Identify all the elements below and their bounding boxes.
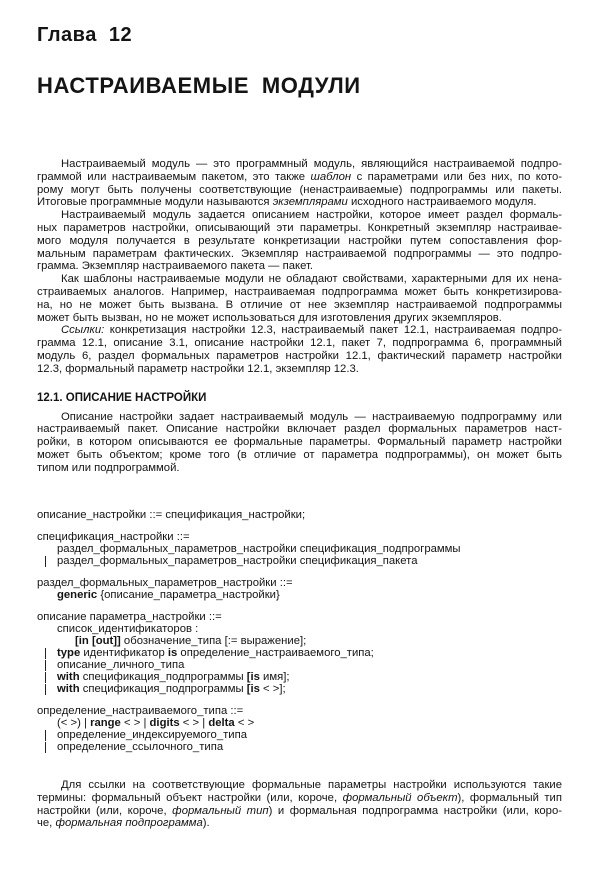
- syntax-line: [37, 611, 562, 623]
- italic-term: формальная подпрограмма: [55, 817, 203, 830]
- text-line: [37, 158, 562, 171]
- text-line: [37, 817, 562, 830]
- text-line: [37, 184, 562, 197]
- text-run: определение_настраиваемого_типа;: [177, 647, 374, 659]
- chapter-title: НАСТРАИВАЕМЫЕ МОДУЛИ: [37, 73, 361, 98]
- alternative-bar: [45, 556, 46, 567]
- syntax-line: [37, 543, 562, 555]
- text-run: определение_ссылочного_типа: [57, 741, 224, 753]
- text-line: [37, 209, 562, 222]
- syntax-line: [37, 509, 562, 521]
- keyword: delta: [208, 717, 235, 729]
- section-heading: 12.1. ОПИСАНИЕ НАСТРОЙКИ: [37, 391, 207, 404]
- syntax-rule: [37, 531, 562, 567]
- paragraph: [37, 411, 562, 475]
- text-run: 12.3, формальный параметр настройки 12.1, экземпляр 12.3.: [37, 362, 359, 375]
- text-line: [37, 779, 562, 792]
- text-run: {описание_параметра_настройки}: [97, 589, 280, 601]
- text-run: Настраиваемый модуль задается описанием настройки, которое имеет раздел формаль-: [61, 209, 562, 222]
- paragraph: [37, 209, 562, 273]
- text-run: ройки, в котором описываются ее формальные параметры. Формальный параметр настройки: [37, 436, 562, 449]
- text-run: грамма 12.1, описание 3.1, описание настройки 12.1, пакет 7, подпрограмма 6, программный: [37, 337, 562, 350]
- text-run: раздел_формальных_параметров_настройки спецификация_подпрограммы: [57, 543, 461, 555]
- text-line: [37, 196, 562, 209]
- text-run: Как шаблоны настраиваемые модули не обладают свойствами, характерными для их нена-: [61, 273, 562, 286]
- text-run: рому могут быть получены соответствующие (ненастраиваемые) подпрограммы или пакеты.: [37, 183, 562, 196]
- italic-term: шаблон: [310, 170, 352, 183]
- text-line: [37, 792, 562, 805]
- syntax-line: [37, 589, 562, 601]
- text-run: определение_индексируемого_типа: [57, 729, 247, 741]
- text-line: [37, 423, 562, 436]
- syntax-line: [37, 659, 562, 671]
- text-run: Для ссылки на соответствующие формальные параметры настройки используются такие: [61, 779, 562, 791]
- text-run: < >: [234, 717, 255, 729]
- text-run: < > |: [120, 717, 150, 729]
- keyword: with: [57, 671, 80, 683]
- alternative-bar: [45, 742, 46, 753]
- syntax-line: [37, 555, 562, 567]
- syntax-line: [37, 671, 562, 683]
- text-run: список_идентификаторов :: [57, 623, 199, 635]
- text-run: имя];: [259, 671, 290, 683]
- paragraph: [37, 324, 562, 375]
- syntax-line: [37, 647, 562, 659]
- text-run: граммой или настраиваемым пакетом, это также: [37, 170, 311, 183]
- text-line: [37, 299, 562, 312]
- keyword: [is: [246, 683, 260, 695]
- syntax-line: [37, 705, 562, 717]
- text-run: описание_настройки ::= спецификация_настройки;: [37, 509, 306, 521]
- text-run: настройки (или, короче,: [37, 804, 173, 817]
- chapter-number: Глава 12: [37, 24, 133, 46]
- syntax-rule: [37, 509, 562, 521]
- syntax-line: [37, 717, 562, 729]
- text-run: ).: [202, 817, 210, 830]
- syntax-line: [37, 683, 562, 695]
- text-run: термины: формальный объект настройки (или, короче,: [37, 791, 343, 804]
- keyword: [is: [246, 671, 260, 683]
- text-run: исходного настраиваемого модуля.: [347, 196, 537, 209]
- text-line: [37, 273, 562, 286]
- text-run: с параметрами или без них, по кото-: [351, 170, 562, 183]
- closing-paragraph: [37, 779, 562, 830]
- text-run: Описание настройки задает настраиваемый модуль — настраиваемую подпрограмму или: [61, 410, 562, 423]
- text-line: [37, 436, 562, 449]
- text-line: [37, 235, 562, 248]
- paragraph: [37, 273, 562, 324]
- text-run: < > |: [179, 717, 209, 729]
- text-run: идентификатор: [80, 647, 168, 659]
- syntax-line: [37, 577, 562, 589]
- text-line: [37, 411, 562, 424]
- alternative-bar: [45, 730, 46, 741]
- syntax-line: [37, 623, 562, 635]
- italic-term: формальный тип: [172, 804, 269, 817]
- text-run: может быть объектом; кроме того (в отличие от параметра подпрограммы), он может быть: [37, 448, 562, 461]
- text-run: (< >) |: [57, 717, 91, 729]
- text-run: страиваемых аналогов. Например, настраиваемая подпрограмма может быть конкретизирова-: [37, 285, 562, 298]
- keyword: [in [out]]: [75, 635, 121, 647]
- text-line: [37, 260, 562, 273]
- intro-paragraphs: [37, 158, 562, 376]
- text-run: мальным параметрам фактических. Экземпляр настраиваемой подпрограммы — это подпро-: [37, 247, 562, 260]
- text-line: [37, 286, 562, 299]
- text-run: Настраиваемый модуль — это программный модуль, являющийся настраиваемой подпро-: [61, 158, 562, 170]
- text-run: ), формальный тип: [457, 791, 562, 804]
- section-paragraphs: [37, 411, 562, 475]
- keyword: type: [57, 647, 81, 659]
- syntax-line: [37, 729, 562, 741]
- text-run: настраиваемый пакет. Описание настройки включает раздел формальных параметров наст-: [37, 423, 562, 436]
- text-run: описание_личного_типа: [57, 659, 185, 671]
- text-run: типом или подпрограммой.: [37, 461, 180, 474]
- text-run: спецификация_подпрограммы: [79, 671, 247, 683]
- syntax-rule: [37, 577, 562, 601]
- keyword: is: [167, 647, 178, 659]
- syntax-line: [37, 741, 562, 753]
- syntax-line: [37, 635, 562, 647]
- syntax-rule: [37, 705, 562, 753]
- text-run: спецификация_настройки ::=: [37, 531, 190, 543]
- paragraph: [37, 779, 562, 830]
- text-line: [37, 337, 562, 350]
- syntax-rules: [37, 509, 562, 763]
- italic-term: формальный объект: [342, 791, 458, 804]
- text-run: спецификация_подпрограммы: [79, 683, 247, 695]
- syntax-line: [37, 531, 562, 543]
- text-run: ных параметров настройки, описывающий эти параметры. Конкретный экземпляр настраивае-: [37, 221, 562, 234]
- text-run: < >];: [259, 683, 286, 695]
- text-line: [37, 350, 562, 363]
- text-run: раздел_формальных_параметров_настройки спецификация_пакета: [57, 555, 418, 567]
- text-run: описание параметра_настройки ::=: [37, 611, 222, 623]
- text-run: Итоговые программные модули называются: [37, 196, 273, 209]
- keyword: with: [57, 683, 80, 695]
- text-line: [37, 171, 562, 184]
- text-run: модуль 6, раздел формальных параметров настройки 12.1, фактический параметр настройки: [37, 349, 562, 362]
- keyword: generic: [57, 589, 98, 601]
- text-line: [37, 805, 562, 818]
- text-run: че,: [37, 817, 56, 830]
- text-line: [37, 449, 562, 462]
- alternative-bar: [45, 660, 46, 671]
- text-run: мого модуля получается в результате конкретизации настройки путем сопоставления фор-: [37, 234, 562, 247]
- alternative-bar: [45, 684, 46, 695]
- text-run: обозначение_типа [:= выражение];: [120, 635, 307, 647]
- alternative-bar: [45, 648, 46, 659]
- text-line: [37, 363, 562, 376]
- text-run: грамма. Экземпляр настраиваемого пакета — пакет.: [37, 260, 314, 273]
- paragraph: [37, 158, 562, 209]
- text-run: конкретизация настройки 12.3, настраиваемый пакет 12.1, настраиваемая подпро-: [104, 324, 562, 337]
- text-run: определение_настраиваемого_типа ::=: [37, 705, 244, 717]
- text-line: [37, 324, 562, 337]
- text-run: на, но не может быть вызвана. В отличие от нее экземпляр настраиваемой подпрограммы: [37, 298, 562, 311]
- text-run: ) и формальная подпрограмма настройки (или, коро-: [268, 804, 563, 817]
- text-run: может быть вызван, но не может использоваться для изготовления других экземпляров.: [37, 311, 502, 324]
- italic-term: экземплярами: [272, 196, 348, 209]
- text-line: [37, 248, 562, 261]
- keyword: digits: [149, 717, 180, 729]
- syntax-rule: [37, 611, 562, 695]
- intro-text: [37, 158, 562, 475]
- italic-term: Ссылки:: [61, 324, 105, 337]
- alternative-bar: [45, 672, 46, 683]
- text-line: [37, 312, 562, 325]
- keyword: range: [90, 717, 121, 729]
- text-run: раздел_формальных_параметров_настройки ::=: [37, 577, 293, 589]
- text-line: [37, 462, 562, 475]
- text-line: [37, 222, 562, 235]
